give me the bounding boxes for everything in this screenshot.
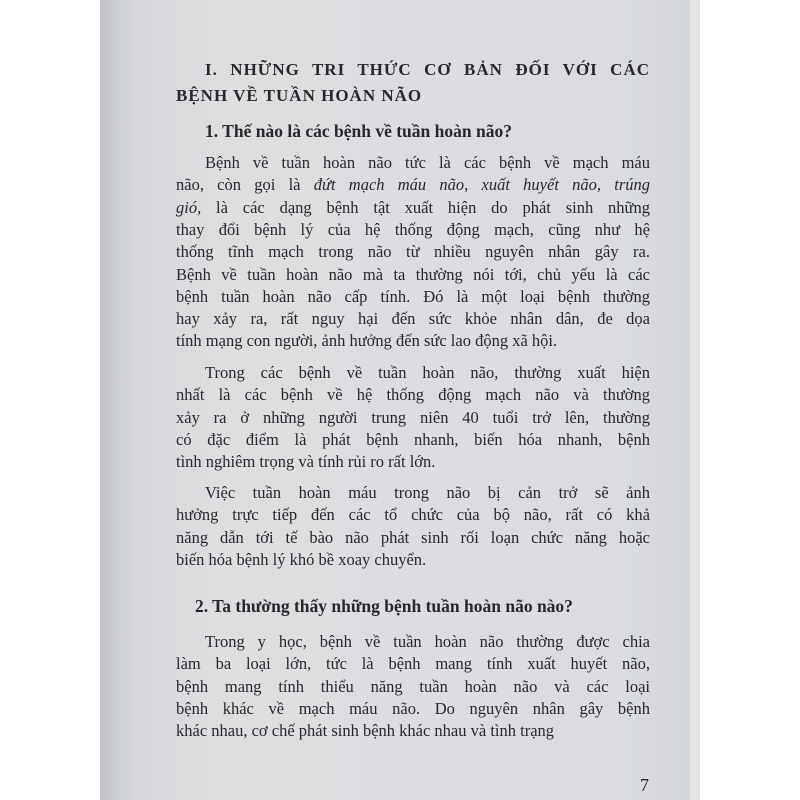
text-span: biến hóa bệnh lý khó bề xoay chuyển. — [176, 549, 427, 569]
paragraph-line — [176, 385, 650, 405]
text-span: có đặc điểm là phát bệnh nhanh, biến hóa nhanh, bệnh — [176, 429, 650, 449]
paragraph-line — [176, 331, 650, 351]
text-span: gió, — [176, 197, 202, 217]
paragraph-line — [176, 265, 650, 285]
paragraph-line — [176, 452, 650, 472]
chapter-heading-line: I. NHỮNG TRI THỨC CƠ BẢN ĐỐI VỚI CÁC — [205, 60, 650, 79]
paragraph-line — [176, 175, 650, 195]
chapter-heading-line: BỆNH VỀ TUẦN HOÀN NÃO — [176, 86, 423, 105]
paragraph-line — [176, 699, 650, 719]
text-span: đứt mạch máu não, xuất huyết não, trúng — [313, 175, 651, 195]
paragraph-line — [176, 654, 650, 674]
paragraph-line — [205, 153, 650, 173]
text-span: là các dạng bệnh tật xuất hiện do phát sinh những — [201, 197, 650, 217]
text-span: thay đổi bệnh lý của hệ thống động mạch, cũng như hệ — [176, 219, 650, 239]
paragraph-line — [176, 242, 650, 262]
next-page-edge — [690, 0, 700, 800]
section-heading: 2. Ta thường thấy những bệnh tuần hoàn não nào? — [195, 596, 573, 616]
text-span: não, còn gọi là — [176, 175, 314, 195]
paragraph-line — [176, 198, 650, 218]
paragraph-line — [176, 677, 650, 697]
text-span: Bệnh về tuần hoàn não tức là các bệnh về mạch máu — [205, 153, 650, 172]
text-span: bệnh khác về mạch máu não. Do nguyên nhân gây bệnh — [176, 698, 650, 718]
text-span: hưởng trực tiếp đến các tổ chức của bộ não, rất có khả — [176, 505, 650, 525]
paragraph-line — [176, 287, 650, 307]
paragraph-line — [176, 430, 650, 450]
paragraph-line — [205, 363, 650, 383]
text-span: nhất là các bệnh về hệ thống động mạch não và thường — [176, 385, 650, 405]
text-span: Bệnh về tuần hoàn não mà ta thường nói tới, chủ yếu là các — [176, 264, 650, 284]
text-span: khác nhau, cơ chế phát sinh bệnh khác nhau và tình trạng — [176, 721, 555, 741]
paragraph-line — [176, 309, 650, 329]
text-span: bệnh tuần hoàn não cấp tính. Đó là một loại bệnh thường — [176, 286, 650, 306]
text-span: tình nghiêm trọng và tính rủi ro rất lớn. — [176, 452, 436, 472]
book-spine-shadow — [100, 0, 122, 800]
text-span: Trong y học, bệnh về tuần hoàn não thường được chia — [205, 632, 650, 651]
text-span: xảy ra ở những người trung niên 40 tuổi trở lên, thường — [176, 407, 650, 427]
paragraph-line — [176, 408, 650, 428]
text-span: thống tĩnh mạch trong não từ nhiều nguyên nhân gây ra. — [176, 242, 650, 262]
section-heading: 1. Thế nào là các bệnh về tuần hoàn não? — [205, 121, 512, 141]
page-number: 7 — [640, 775, 649, 795]
text-span: tính mạng con người, ảnh hưởng đến sức lao động xã hội. — [176, 331, 558, 351]
text-span: Trong các bệnh về tuần hoàn não, thường xuất hiện — [205, 363, 650, 382]
text-span: bệnh mang tính thiểu năng tuần hoàn não và các loại — [176, 676, 650, 696]
paragraph-line — [205, 483, 650, 503]
paragraph-line — [205, 632, 650, 652]
paragraph-line — [176, 505, 650, 525]
text-span: làm ba loại lớn, tức là bệnh mang tính xuất huyết não, — [176, 654, 650, 674]
paragraph-line — [176, 220, 650, 240]
text-span: Việc tuần hoàn máu trong não bị cản trở sẽ ảnh — [205, 483, 650, 502]
paragraph-line — [176, 528, 650, 548]
paragraph-line — [176, 721, 650, 741]
text-span: hay xảy ra, rất nguy hại đến sức khỏe nhân dân, đe dọa — [176, 309, 650, 329]
text-span: năng dẫn tới tế bào não phát sinh rối loạn chức năng hoặc — [176, 527, 650, 547]
paragraph-line — [176, 550, 650, 570]
